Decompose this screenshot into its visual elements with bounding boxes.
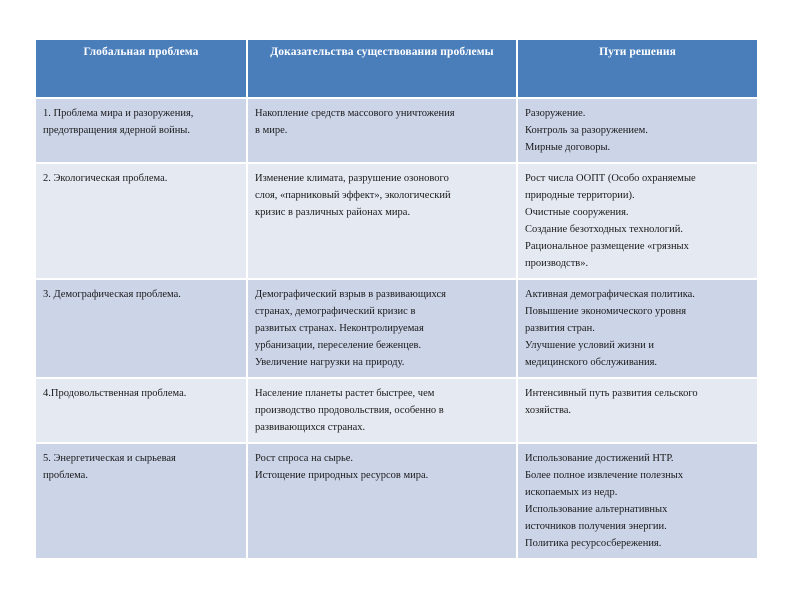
cell-line: Создание безотходных технологий.	[525, 224, 683, 235]
cell-line: 3. Демографическая проблема.	[43, 289, 181, 300]
cell-solutions	[518, 164, 757, 280]
cell-line: в мире.	[255, 125, 288, 136]
cell-line: Улучшение условий жизни и	[525, 340, 655, 351]
cell-line: Истощение природных ресурсов мира.	[255, 470, 429, 481]
header-row	[36, 40, 757, 99]
cell-line: развивающихся странах.	[255, 422, 366, 433]
cell-problem	[36, 444, 248, 558]
table-row	[36, 99, 757, 164]
cell-line: производство продовольствия, особенно в	[255, 405, 444, 416]
cell-line: Контроль за разоружением.	[525, 125, 648, 136]
cell-line: Использование достижений НТР.	[525, 453, 674, 464]
cell-line: урбанизации, переселение беженцев.	[255, 340, 422, 351]
cell-solutions	[518, 444, 757, 558]
cell-line: Повышение экономического уровня	[525, 306, 687, 317]
cell-line: Активная демографическая политика.	[525, 289, 695, 300]
cell-line: хозяйства.	[525, 405, 572, 416]
cell-line: Население планеты растет быстрее, чем	[255, 388, 435, 399]
cell-line: Рост числа ООПТ (Особо охраняемые	[525, 173, 696, 184]
cell-problem	[36, 164, 248, 280]
table-row	[36, 280, 757, 379]
table-body	[36, 99, 757, 558]
cell-line: Накопление средств массового уничтожения	[255, 108, 455, 119]
cell-line: проблема.	[43, 470, 88, 481]
cell-solutions	[518, 99, 757, 164]
cell-line: источников получения энергии.	[525, 521, 667, 532]
cell-line: 4.Продовольственная проблема.	[43, 388, 187, 399]
cell-line: 1. Проблема мира и разоружения,	[43, 108, 194, 119]
cell-evidence	[248, 379, 518, 444]
global-problems-table	[36, 40, 757, 558]
cell-line: 5. Энергетическая и сырьевая	[43, 453, 176, 464]
cell-line: медицинского обслуживания.	[525, 357, 658, 368]
cell-line: Изменение климата, разрушение озонового	[255, 173, 449, 184]
cell-line: странах, демографический кризис в	[255, 306, 416, 317]
cell-evidence	[248, 99, 518, 164]
column-header-solutions: Пути решения	[518, 40, 757, 99]
cell-line: Увеличение нагрузки на природу.	[255, 357, 405, 368]
cell-line: Разоружение.	[525, 108, 586, 119]
cell-line: Рост спроса на сырье.	[255, 453, 354, 464]
table-header	[36, 40, 757, 99]
cell-line: кризис в различных районах мира.	[255, 207, 411, 218]
column-header-problem: Глобальная проблема	[36, 40, 248, 99]
cell-line: предотвращения ядерной войны.	[43, 125, 190, 136]
table-row	[36, 164, 757, 280]
cell-line: Более полное извлечение полезных	[525, 470, 684, 481]
cell-line: развития стран.	[525, 323, 595, 334]
cell-line: ископаемых из недр.	[525, 487, 618, 498]
cell-evidence	[248, 164, 518, 280]
cell-problem	[36, 379, 248, 444]
cell-line: Рациональное размещение «грязных	[525, 241, 689, 252]
cell-line: Очистные сооружения.	[525, 207, 629, 218]
table-row	[36, 379, 757, 444]
cell-line: Интенсивный путь развития сельского	[525, 388, 698, 399]
cell-line: Демографический взрыв в развивающихся	[255, 289, 446, 300]
cell-line: Мирные договоры.	[525, 142, 611, 153]
column-header-evidence: Доказательства существования проблемы	[248, 40, 518, 99]
cell-line: слоя, «парниковый эффект», экологический	[255, 190, 451, 201]
table-row	[36, 444, 757, 558]
cell-evidence	[248, 444, 518, 558]
cell-line: Политика ресурсосбережения.	[525, 538, 662, 549]
cell-line: Использование альтернативных	[525, 504, 668, 515]
cell-solutions	[518, 379, 757, 444]
cell-solutions	[518, 280, 757, 379]
cell-line: развитых странах. Неконтролируемая	[255, 323, 424, 334]
cell-line: производств».	[525, 258, 589, 269]
cell-evidence	[248, 280, 518, 379]
cell-line: 2. Экологическая проблема.	[43, 173, 168, 184]
cell-line: природные территории).	[525, 190, 635, 201]
cell-problem	[36, 99, 248, 164]
cell-problem	[36, 280, 248, 379]
